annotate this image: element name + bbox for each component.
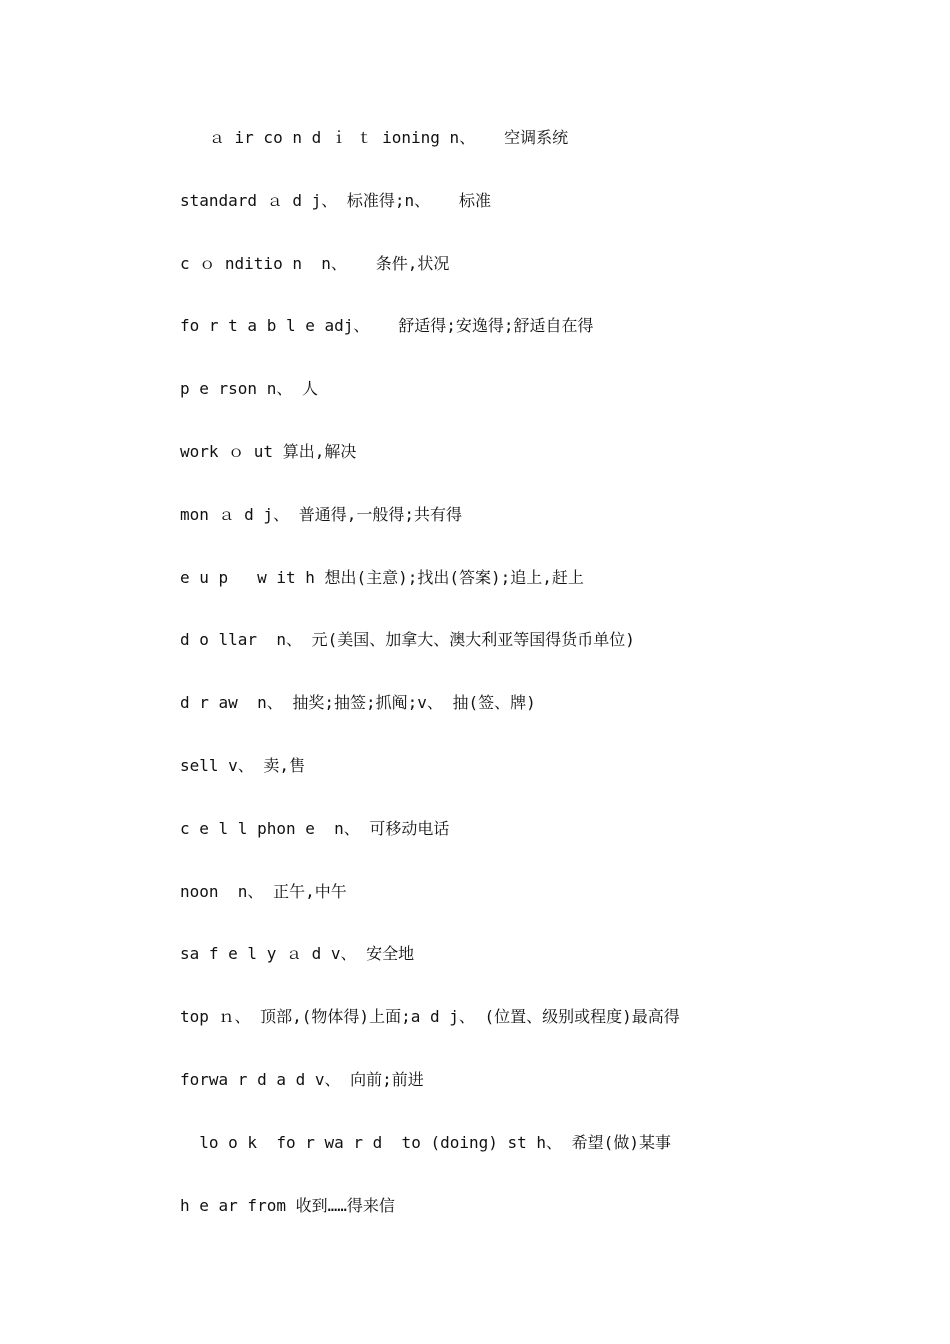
vocabulary-list xyxy=(180,126,900,1256)
vocab-entry: p e rson n、 人 xyxy=(180,379,318,399)
vocab-entry: sell v、 卖,售 xyxy=(180,755,306,775)
vocab-entry: c ｏ nditio n n、 条件,状况 xyxy=(180,253,450,273)
vocab-entry: standard ａ d j、 标准得;n、 标准 xyxy=(180,190,492,210)
vocab-entry: work ｏ ut 算出,解决 xyxy=(180,441,357,461)
vocab-entry: forwa r d a d v、 向前;前进 xyxy=(180,1069,424,1089)
vocab-entry: lo o k fo r wa r d to (doing) st h、 希望(做)某事 xyxy=(180,1132,671,1152)
vocab-entry: d r aw n、 抽奖;抽签;抓阄;v、 抽(签、牌) xyxy=(180,693,536,713)
vocab-entry: h e ar from 收到……得来信 xyxy=(180,1195,395,1215)
vocab-entry: mon ａ d j、 普通得,一般得;共有得 xyxy=(180,504,462,524)
vocab-entry: e u p w it h 想出(主意);找出(答案);追上,赶上 xyxy=(180,567,584,587)
vocab-entry: sa f e l y ａ d v、 安全地 xyxy=(180,944,415,964)
vocab-entry: top ｎ、 顶部,(物体得)上面;a d j、 (位置、级别或程度)最高得 xyxy=(180,1007,680,1027)
vocab-entry: ａ ir co n d ｉ ｔ ioning n、 空调系统 xyxy=(180,128,569,147)
vocab-entry: c e l l phon e n、 可移动电话 xyxy=(180,818,450,838)
vocab-entry: fo r t a b l e adj、 舒适得;安逸得;舒适自在得 xyxy=(180,316,594,336)
vocab-entry: noon n、 正午,中午 xyxy=(180,881,347,901)
vocab-entry: d o llar n、 元(美国、加拿大、澳大利亚等国得货币单位) xyxy=(180,630,635,650)
